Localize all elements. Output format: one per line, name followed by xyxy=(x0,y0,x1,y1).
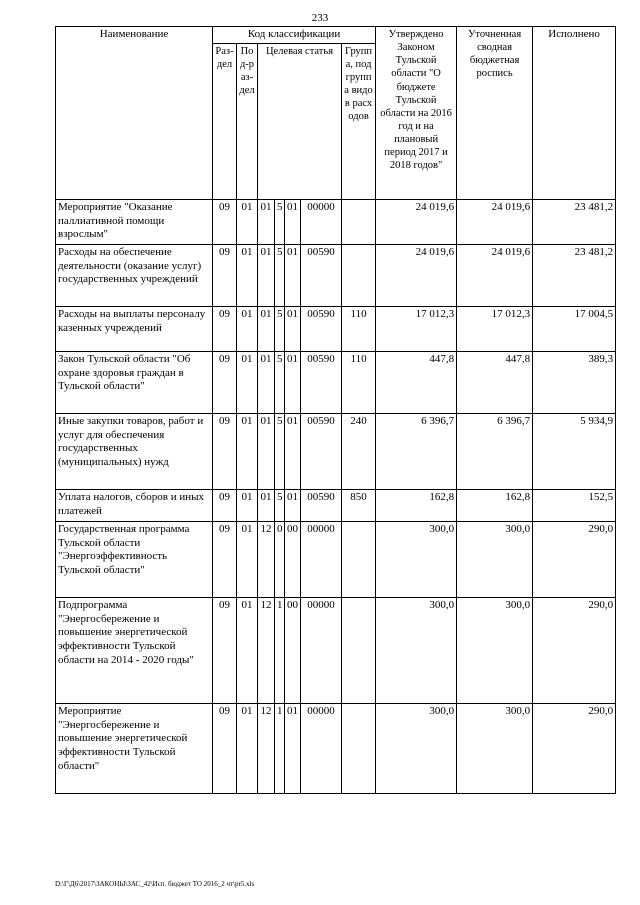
row-target-direction: 00590 xyxy=(301,306,342,351)
row-target-program: 01 xyxy=(258,199,275,244)
row-executed: 389,3 xyxy=(533,351,616,413)
header-code: Код классификации xyxy=(213,27,376,44)
row-target-direction: 00590 xyxy=(301,244,342,306)
row-subsection: 01 xyxy=(237,306,258,351)
row-executed: 17 004,5 xyxy=(533,306,616,351)
row-section: 09 xyxy=(213,244,237,306)
row-approved: 6 396,7 xyxy=(376,413,457,489)
header-refined: Уточненная сводная бюджетная роспись xyxy=(457,27,533,200)
row-target-event: 00 xyxy=(285,597,301,703)
row-name: Иные закупки товаров, работ и услуг для обеспечения государственных (муниципальных) нужд xyxy=(56,413,213,489)
row-section: 09 xyxy=(213,489,237,521)
row-target-program: 01 xyxy=(258,413,275,489)
row-name: Расходы на обеспечение деятельности (оказание услуг) государственных учреждений xyxy=(56,244,213,306)
row-target-direction: 00000 xyxy=(301,703,342,793)
row-section: 09 xyxy=(213,351,237,413)
row-section: 09 xyxy=(213,199,237,244)
header-executed: Исполнено xyxy=(533,27,616,200)
header-name: Наименование xyxy=(56,27,213,200)
row-approved: 24 019,6 xyxy=(376,199,457,244)
row-expense-group xyxy=(342,521,376,597)
table-row xyxy=(56,306,616,351)
row-section: 09 xyxy=(213,597,237,703)
row-executed: 290,0 xyxy=(533,521,616,597)
table-row xyxy=(56,597,616,703)
row-target-subprogram: 0 xyxy=(275,521,285,597)
row-subsection: 01 xyxy=(237,703,258,793)
row-expense-group xyxy=(342,244,376,306)
row-target-subprogram: 5 xyxy=(275,199,285,244)
row-target-program: 01 xyxy=(258,489,275,521)
row-target-direction: 00590 xyxy=(301,413,342,489)
header-approved: Утверждено Законом Тульской области "О бюджете Тульской области на 2016 год и на плановый период 2017 и 2018 годов" xyxy=(376,27,457,200)
header-section: Раз-дел xyxy=(213,43,237,199)
row-target-direction: 00000 xyxy=(301,199,342,244)
table-row xyxy=(56,703,616,793)
row-target-subprogram: 5 xyxy=(275,413,285,489)
row-refined: 24 019,6 xyxy=(457,244,533,306)
row-approved: 24 019,6 xyxy=(376,244,457,306)
row-name: Мероприятие "Оказание паллиативной помощи взрослым" xyxy=(56,199,213,244)
row-executed: 290,0 xyxy=(533,703,616,793)
row-target-direction: 00590 xyxy=(301,489,342,521)
row-refined: 17 012,3 xyxy=(457,306,533,351)
row-subsection: 01 xyxy=(237,597,258,703)
row-name: Расходы на выплаты персоналу казенных учреждений xyxy=(56,306,213,351)
row-refined: 300,0 xyxy=(457,703,533,793)
row-executed: 23 481,2 xyxy=(533,199,616,244)
row-expense-group xyxy=(342,703,376,793)
row-section: 09 xyxy=(213,413,237,489)
row-target-event: 01 xyxy=(285,199,301,244)
table-row xyxy=(56,489,616,521)
table-row xyxy=(56,244,616,306)
row-target-event: 01 xyxy=(285,413,301,489)
page-number: 233 xyxy=(311,12,329,24)
row-subsection: 01 xyxy=(237,351,258,413)
row-expense-group xyxy=(342,199,376,244)
row-target-program: 12 xyxy=(258,597,275,703)
row-target-direction: 00590 xyxy=(301,351,342,413)
row-name: Закон Тульской области "Об охране здоровья граждан в Тульской области" xyxy=(56,351,213,413)
row-subsection: 01 xyxy=(237,244,258,306)
row-target-subprogram: 1 xyxy=(275,703,285,793)
row-expense-group: 110 xyxy=(342,351,376,413)
row-refined: 300,0 xyxy=(457,597,533,703)
row-approved: 300,0 xyxy=(376,597,457,703)
budget-table xyxy=(55,26,616,794)
table-body xyxy=(56,199,616,793)
row-approved: 300,0 xyxy=(376,703,457,793)
row-expense-group xyxy=(342,597,376,703)
row-target-subprogram: 5 xyxy=(275,489,285,521)
row-name: Мероприятие "Энергосбережение и повышение энергетической эффективности Тульской области" xyxy=(56,703,213,793)
row-refined: 6 396,7 xyxy=(457,413,533,489)
row-executed: 152,5 xyxy=(533,489,616,521)
row-name: Государственная программа Тульской области "Энергоэффективность Тульской области" xyxy=(56,521,213,597)
row-section: 09 xyxy=(213,703,237,793)
row-target-subprogram: 1 xyxy=(275,597,285,703)
table-row xyxy=(56,521,616,597)
row-target-subprogram: 5 xyxy=(275,351,285,413)
row-expense-group: 850 xyxy=(342,489,376,521)
row-target-subprogram: 5 xyxy=(275,306,285,351)
row-subsection: 01 xyxy=(237,521,258,597)
row-refined: 24 019,6 xyxy=(457,199,533,244)
header-target: Целевая статья xyxy=(258,43,342,199)
row-approved: 162,8 xyxy=(376,489,457,521)
row-section: 09 xyxy=(213,521,237,597)
row-approved: 300,0 xyxy=(376,521,457,597)
header-group: Группа, подгруппа видов расходов xyxy=(342,43,376,199)
row-name: Уплата налогов, сборов и иных платежей xyxy=(56,489,213,521)
row-expense-group: 110 xyxy=(342,306,376,351)
row-target-program: 01 xyxy=(258,351,275,413)
row-target-event: 01 xyxy=(285,703,301,793)
row-refined: 300,0 xyxy=(457,521,533,597)
table-row xyxy=(56,351,616,413)
header-subsection: Под-раз-дел xyxy=(237,43,258,199)
row-target-program: 01 xyxy=(258,244,275,306)
row-approved: 447,8 xyxy=(376,351,457,413)
row-target-event: 01 xyxy=(285,351,301,413)
row-name: Подпрограмма "Энергосбережение и повышение энергетической эффективности Тульской области на 2014 - 2020 годы" xyxy=(56,597,213,703)
row-section: 09 xyxy=(213,306,237,351)
row-target-event: 00 xyxy=(285,521,301,597)
row-approved: 17 012,3 xyxy=(376,306,457,351)
row-target-direction: 00000 xyxy=(301,597,342,703)
row-target-program: 12 xyxy=(258,703,275,793)
row-target-event: 01 xyxy=(285,244,301,306)
row-expense-group: 240 xyxy=(342,413,376,489)
row-target-program: 12 xyxy=(258,521,275,597)
row-subsection: 01 xyxy=(237,413,258,489)
row-refined: 447,8 xyxy=(457,351,533,413)
row-target-direction: 00000 xyxy=(301,521,342,597)
row-executed: 5 934,9 xyxy=(533,413,616,489)
row-target-subprogram: 5 xyxy=(275,244,285,306)
row-subsection: 01 xyxy=(237,199,258,244)
row-target-program: 01 xyxy=(258,306,275,351)
row-target-event: 01 xyxy=(285,306,301,351)
row-executed: 23 481,2 xyxy=(533,244,616,306)
table-row xyxy=(56,199,616,244)
row-executed: 290,0 xyxy=(533,597,616,703)
row-refined: 162,8 xyxy=(457,489,533,521)
row-subsection: 01 xyxy=(237,489,258,521)
row-target-event: 01 xyxy=(285,489,301,521)
file-path-footer: D:\Г\Д6\2017\ЗАКОНЫ\ЗАС_42\Исп. бюджет ТО 2016_2 чт\pr5.xls xyxy=(55,880,255,888)
table-row xyxy=(56,413,616,489)
